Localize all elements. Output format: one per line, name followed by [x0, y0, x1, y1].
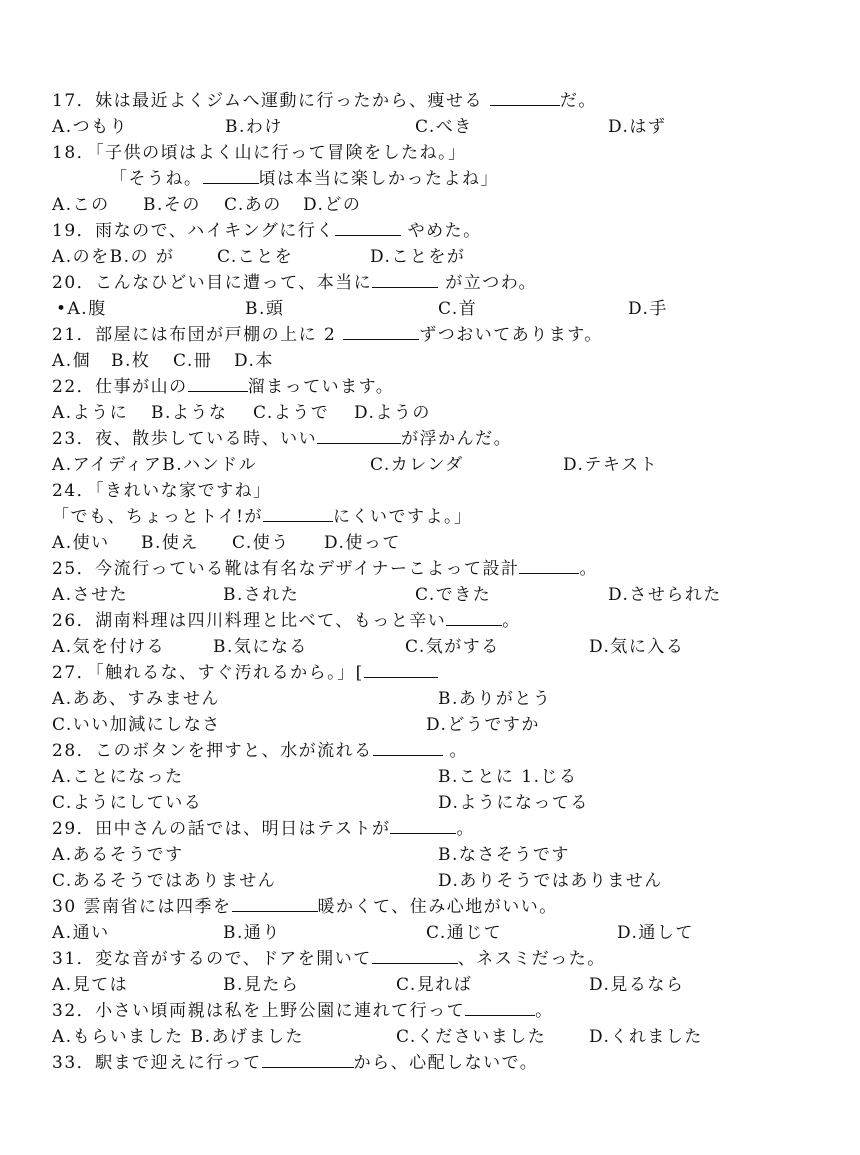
option-b: B.ことに 1.じる — [438, 767, 578, 787]
stem-text: 頃は本当に楽しかったよね」 — [258, 169, 499, 189]
question-20-stem — [52, 270, 537, 296]
stem-text: 。 — [535, 1001, 554, 1021]
stem-text: 「でも、ちょっとトイ!が — [52, 507, 263, 527]
option-a: A.通い — [52, 923, 110, 943]
option-b: B.ような — [151, 403, 228, 423]
answer-blank — [203, 167, 259, 184]
answer-blank — [343, 323, 419, 340]
option-d: D.気に入る — [589, 637, 685, 657]
stem-text: だ。 — [559, 91, 597, 111]
option-c: C.あの — [224, 195, 282, 215]
stem-text: やめた。 — [400, 221, 482, 241]
option-b: B.その — [143, 195, 201, 215]
option-d: D.手 — [628, 299, 668, 319]
stem-text: 30 雲南省には四季を — [52, 897, 232, 917]
option-a: •A.腹 — [56, 299, 107, 319]
question-24-stem-line2 — [52, 504, 472, 530]
stem-text: が浮かんだ。 — [401, 429, 513, 449]
stem-text: 25．今流行っている靴は有名なデザイナーこよって設計 — [52, 559, 520, 579]
option-c: C.カレンダ — [370, 455, 464, 475]
answer-blank — [373, 739, 443, 756]
question-21-options — [52, 348, 274, 374]
question-27-stem — [52, 660, 438, 686]
question-27-options-row1 — [52, 686, 552, 712]
answer-blank — [465, 999, 535, 1016]
question-26-stem — [52, 608, 521, 634]
stem-text: 21．部屋には布団が戸棚の上に 2 — [52, 325, 344, 345]
question-26-options — [52, 634, 685, 660]
option-a: A.ことになった — [52, 767, 184, 787]
option-a: A.使い — [52, 533, 110, 553]
option-d: D.ようの — [354, 403, 431, 423]
option-b: B.見たら — [223, 975, 300, 995]
question-23-options — [52, 452, 659, 478]
option-d: D.ようになってる — [438, 793, 589, 813]
option-b: B.枚 — [111, 351, 151, 371]
question-28-options-row1 — [52, 764, 578, 790]
answer-blank — [317, 427, 401, 444]
answer-blank — [519, 557, 579, 574]
answer-blank — [372, 271, 438, 288]
question-18-options — [52, 192, 362, 218]
answer-blank — [335, 219, 401, 236]
question-27-options-row2 — [52, 712, 540, 738]
option-c: C.使う — [232, 533, 290, 553]
option-c: C.通じて — [426, 923, 503, 943]
answer-blank — [364, 661, 438, 678]
answer-blank — [188, 375, 248, 392]
answer-blank — [262, 1051, 354, 1068]
option-a: A.つもり — [52, 117, 129, 137]
question-23-stem — [52, 426, 512, 452]
option-d: D.はず — [608, 117, 667, 137]
question-30-options — [52, 920, 694, 946]
option-ab: A.アイディアB.ハンドル — [52, 455, 258, 475]
option-d: D.通して — [617, 923, 694, 943]
option-a: A.させた — [52, 585, 129, 605]
question-18-stem: 18．「子供の頃はよく山に行って冒険をしたね。」 — [52, 143, 467, 163]
option-d: D.使って — [324, 533, 401, 553]
option-b: B.された — [223, 585, 300, 605]
option-b: B.頭 — [245, 299, 285, 319]
stem-text: 22．仕事が山の — [52, 377, 188, 397]
option-b: B.わけ — [225, 117, 283, 137]
question-20-options — [52, 296, 668, 322]
option-c: C.ようにしている — [52, 793, 203, 813]
option-ab: A.もらいました B.あげました — [52, 1027, 304, 1047]
option-c: C.くださいました — [396, 1027, 547, 1047]
stem-text: 、ネスミだった。 — [457, 949, 606, 969]
option-a: A.あるそうです — [52, 845, 184, 865]
option-a: A.この — [52, 195, 110, 215]
option-c: C.見れば — [396, 975, 473, 995]
question-29-stem — [52, 816, 475, 842]
option-a: A.ように — [52, 403, 129, 423]
option-b: B.使え — [141, 533, 199, 553]
option-b: B.気になる — [213, 637, 308, 657]
stem-text: 31．変な音がするので、ドアを開いて — [52, 949, 372, 969]
question-30-stem — [52, 894, 558, 920]
question-18-stem-line2 — [110, 166, 499, 192]
stem-text: 28．このボタンを押すと、水が流れる — [52, 741, 373, 761]
question-25-stem — [52, 556, 598, 582]
option-d: D.見るなら — [589, 975, 685, 995]
question-19-options — [52, 244, 466, 270]
answer-blank — [390, 817, 456, 834]
stem-text: 23．夜、散歩している時、いい — [52, 429, 318, 449]
question-24-stem: 24．「きれいな家ですね」 — [52, 481, 272, 501]
question-28-stem — [52, 738, 468, 764]
option-b: B.なさそうです — [438, 845, 570, 865]
stem-text: にくいですよ。」 — [332, 507, 473, 527]
option-c: C.いい加減にしなさ — [52, 715, 221, 735]
question-28-options-row2 — [52, 790, 589, 816]
stem-text: 。 — [502, 611, 521, 631]
question-24-options — [52, 530, 401, 556]
question-17-options — [52, 114, 667, 140]
stem-text: 暖かくて、住み心地がいい。 — [317, 897, 558, 917]
question-19-stem — [52, 218, 482, 244]
question-29-options-row1 — [52, 842, 570, 868]
question-22-stem — [52, 374, 394, 400]
stem-text: 27．「触れるな、すぐ汚れるから。」[ — [52, 663, 364, 683]
option-d: D.させられた — [608, 585, 722, 605]
stem-text: 。 — [456, 819, 475, 839]
question-29-options-row2 — [52, 868, 663, 894]
option-d: D.くれました — [589, 1027, 703, 1047]
question-31-stem — [52, 946, 606, 972]
stem-text: 17．妹は最近よくジムへ運動に行ったから、痩せる — [52, 91, 490, 111]
option-c: C.ことを — [217, 247, 294, 267]
option-d: D.ありそうではありません — [438, 871, 663, 891]
option-c: C.ようで — [253, 403, 330, 423]
option-a: A.個 — [52, 351, 92, 371]
answer-blank — [372, 947, 458, 964]
option-c: C.あるそうではありません — [52, 871, 277, 891]
option-a: A.見ては — [52, 975, 129, 995]
option-d: D.どの — [303, 195, 362, 215]
stem-text: ずつおいてあります。 — [419, 325, 603, 345]
question-31-options — [52, 972, 685, 998]
stem-text: 「そうね。 — [110, 169, 203, 189]
option-c: C.べき — [415, 117, 473, 137]
option-d: D.どうですか — [426, 715, 540, 735]
stem-text: 26．湖南料理は四川料理と比べて、もっと辛い — [52, 611, 447, 631]
stem-text: が立つわ。 — [438, 273, 538, 293]
question-33-stem — [52, 1050, 538, 1076]
option-ab: A.のをB.の が — [52, 247, 175, 267]
stem-text: から、心配しないで。 — [353, 1053, 539, 1073]
option-b: B.ありがとう — [438, 689, 552, 709]
stem-text: 溜まっています。 — [247, 377, 395, 397]
option-c: C.気がする — [405, 637, 500, 657]
stem-text: 29．田中さんの話では、明日はテストが — [52, 819, 391, 839]
question-32-options — [52, 1024, 703, 1050]
stem-text: 。 — [579, 559, 598, 579]
stem-text: 32．小さい頃両親は私を上野公園に連れて行って — [52, 1001, 466, 1021]
stem-text: 。 — [442, 741, 469, 761]
option-c: C.冊 — [173, 351, 213, 371]
option-c: C.首 — [438, 299, 478, 319]
option-a: A.ああ、すみません — [52, 689, 221, 709]
option-d: D.テキスト — [563, 455, 659, 475]
option-a: A.気を付ける — [52, 637, 166, 657]
option-d: D.ことをが — [370, 247, 466, 267]
answer-blank — [232, 895, 318, 912]
answer-blank — [490, 89, 560, 106]
option-c: C.できた — [415, 585, 492, 605]
question-21-stem — [52, 322, 603, 348]
answer-blank — [446, 609, 502, 626]
question-25-options — [52, 582, 722, 608]
stem-text: 19．雨なので、ハイキングに行く — [52, 221, 335, 241]
stem-text: 33．駅まで迎えに行って — [52, 1053, 262, 1073]
question-22-options — [52, 400, 431, 426]
question-32-stem — [52, 998, 554, 1024]
option-b: B.通り — [223, 923, 281, 943]
stem-text: 20．こんなひどい目に遭って、本当に — [52, 273, 373, 293]
answer-blank — [263, 505, 333, 522]
option-d: D.本 — [234, 351, 274, 371]
question-17-stem — [52, 88, 597, 114]
